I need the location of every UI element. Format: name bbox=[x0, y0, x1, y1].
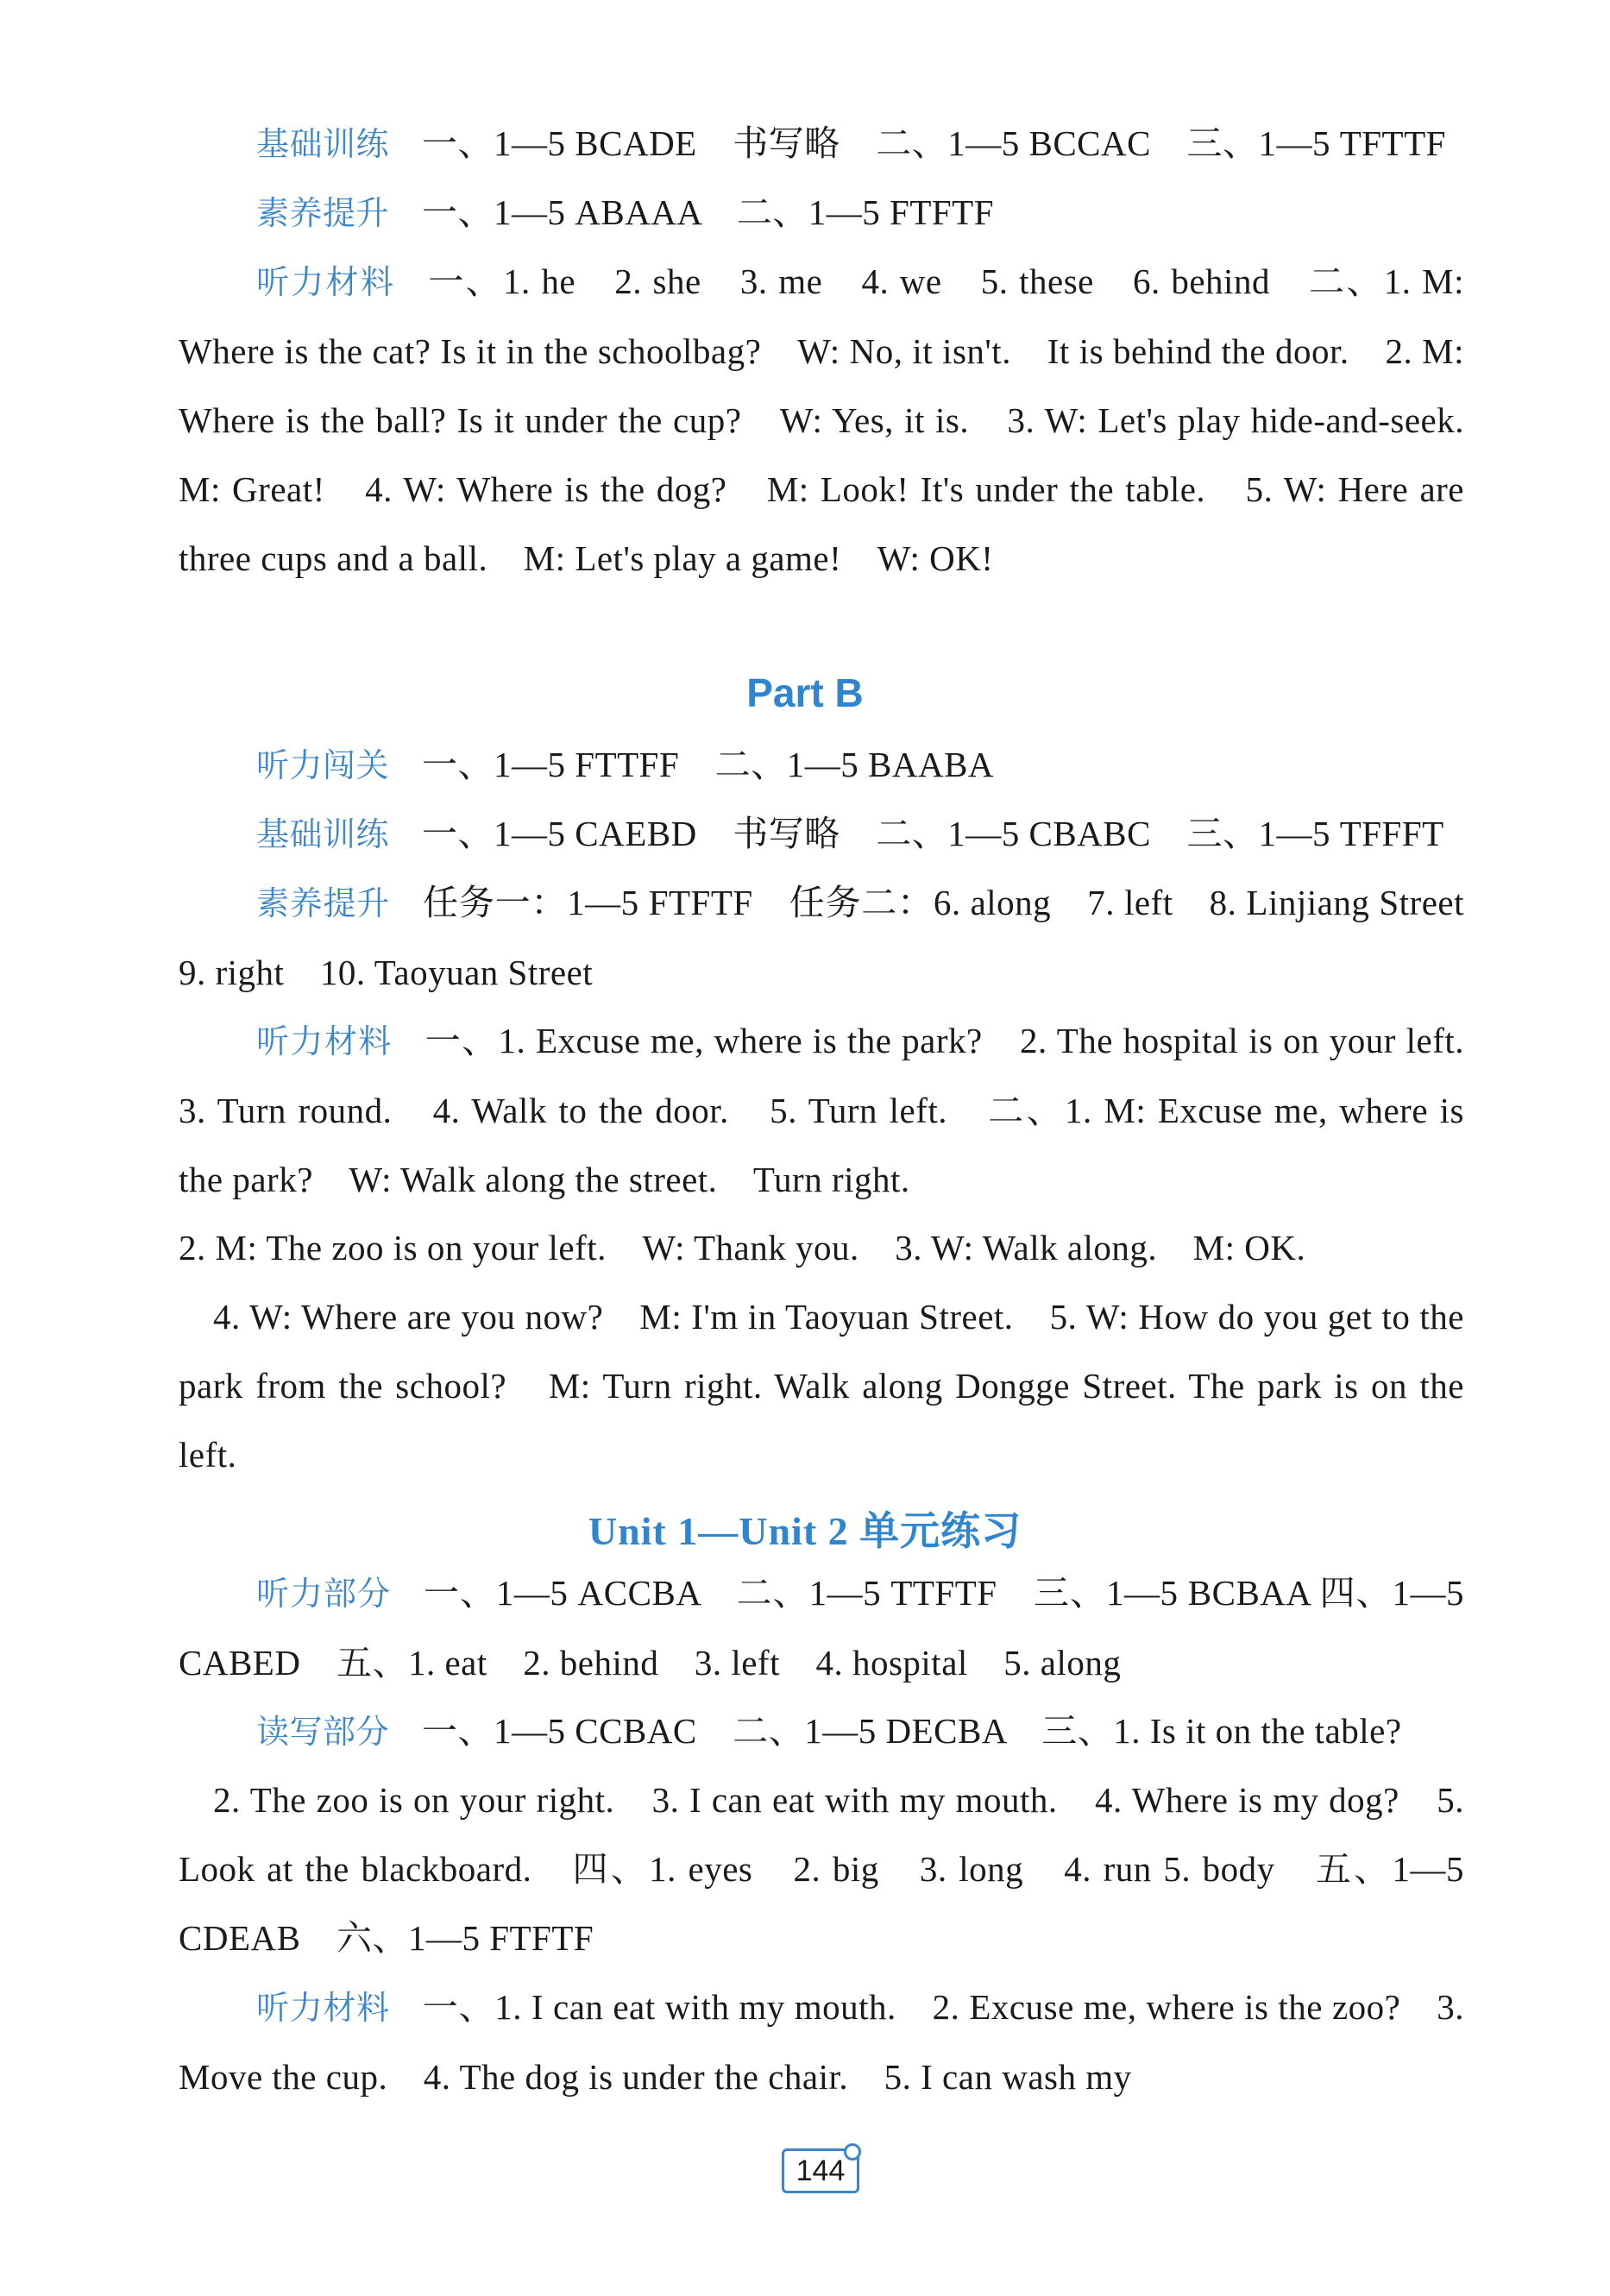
listening-script bbox=[179, 247, 1500, 593]
answer-text: 一、1—5 CCBAC 二、1—5 DECBA 三、1. Is it on the table? bbox=[422, 1711, 1402, 1751]
script-text: 一、1. he 2. she 3. me 4. we 5. these 6. behind 二、1. M: Where is the cat? Is it in the schoolbag? W: No, it isn't. It is behind the door. 2. M: Where is the ball? Is it under the cup? W: Yes, it is. 3. W: Let's play hide-and-seek. M: Great! 4. W: Where is the dog? M: Look! It's under the table. 5. W: Here are three cups and a ball. M: Let's play a game! W: OK! bbox=[179, 261, 1500, 578]
listening-script-b-cont bbox=[179, 1213, 1464, 1282]
section-label: 听力部分 bbox=[256, 1575, 391, 1613]
section-label: 基础训练 bbox=[256, 125, 390, 163]
script-text: 4. W: Where are you now? M: I'm in Taoyuan Street. 5. W: How do you get to the park from the school? M: Turn right. Walk along Dongge Street. The park is on the left. bbox=[179, 1297, 1464, 1475]
script-text: 2. M: The zoo is on your left. W: Thank you. 3. W: Walk along. M: OK. bbox=[179, 1228, 1306, 1268]
section-label: 读写部分 bbox=[256, 1713, 390, 1751]
section-label: 素养提升 bbox=[256, 194, 390, 232]
page-number-badge bbox=[782, 2148, 861, 2198]
listening-challenge-answers bbox=[179, 730, 1464, 800]
answer-text: 一、1—5 FTTFF 二、1—5 BAABA bbox=[422, 745, 995, 784]
page-number: 144 bbox=[782, 2148, 859, 2193]
literacy-improvement-answers bbox=[179, 178, 1464, 248]
section-label: 素养提升 bbox=[256, 884, 391, 922]
listening-script-b-cont2 bbox=[179, 1282, 1464, 1489]
section-label: 听力材料 bbox=[256, 1022, 393, 1060]
script-text: 一、1. I can eat with my mouth. 2. Excuse me, where is the zoo? 3. Move the cup. 4. The dog is under the chair. 5. I can wash my bbox=[179, 1987, 1464, 2097]
answer-text: 一、1—5 BCADE 书写略 二、1—5 BCCAC 三、1—5 TFTTF bbox=[422, 123, 1446, 163]
script-text: 一、1. Excuse me, where is the park? 2. The hospital is on your left. 3. Turn round. 4. Walk to the door. 5. Turn left. 二、1. M: Excuse me, where is the park? W: Walk along the street. Turn right. bbox=[179, 1021, 1500, 1199]
answer-text: 一、1—5 ABAAA 二、1—5 FTFTF bbox=[422, 192, 995, 232]
section-label: 听力材料 bbox=[256, 263, 396, 301]
unit-review-heading: Unit 1—Unit 2 单元练习 bbox=[588, 1509, 1022, 1553]
listening-script-unit bbox=[179, 1972, 1464, 2111]
part-b-heading: Part B bbox=[746, 670, 864, 715]
answer-text: 一、1—5 CAEBD 书写略 二、1—5 CBABC 三、1—5 TFFFT bbox=[422, 814, 1444, 853]
reading-writing-answers-cont bbox=[179, 1765, 1464, 1972]
section-label: 听力材料 bbox=[256, 1989, 390, 2027]
listening-part-answers bbox=[179, 1558, 1464, 1697]
answer-text: 2. The zoo is on your right. 3. I can eat with my mouth. 4. Where is my dog? 5. Look at the blackboard. 四、1. eyes 2. big 3. long 4. run 5. body 五、1—5 CDEAB 六、1—5 FTFTF bbox=[179, 1780, 1464, 1958]
section-label: 听力闯关 bbox=[256, 746, 390, 784]
section-label: 基础训练 bbox=[256, 815, 390, 853]
listening-script-b bbox=[179, 1006, 1500, 1214]
answer-text: 一、1—5 ACCBA 二、1—5 TTFTF 三、1—5 BCBAA 四、1—5 CABED 五、1. eat 2. behind 3. left 4. hospital 5. along bbox=[179, 1573, 1464, 1683]
reading-writing-answers bbox=[179, 1696, 1464, 1766]
basic-training-answers-b bbox=[179, 799, 1464, 869]
answer-text: 任务一：1—5 FTFTF 任务二：6. along 7. left 8. Linjiang Street 9. right 10. Taoyuan Street bbox=[179, 883, 1500, 992]
page-number-dot-icon bbox=[844, 2143, 861, 2161]
basic-training-answers bbox=[179, 109, 1464, 179]
literacy-improvement-answers-b bbox=[179, 868, 1500, 1007]
